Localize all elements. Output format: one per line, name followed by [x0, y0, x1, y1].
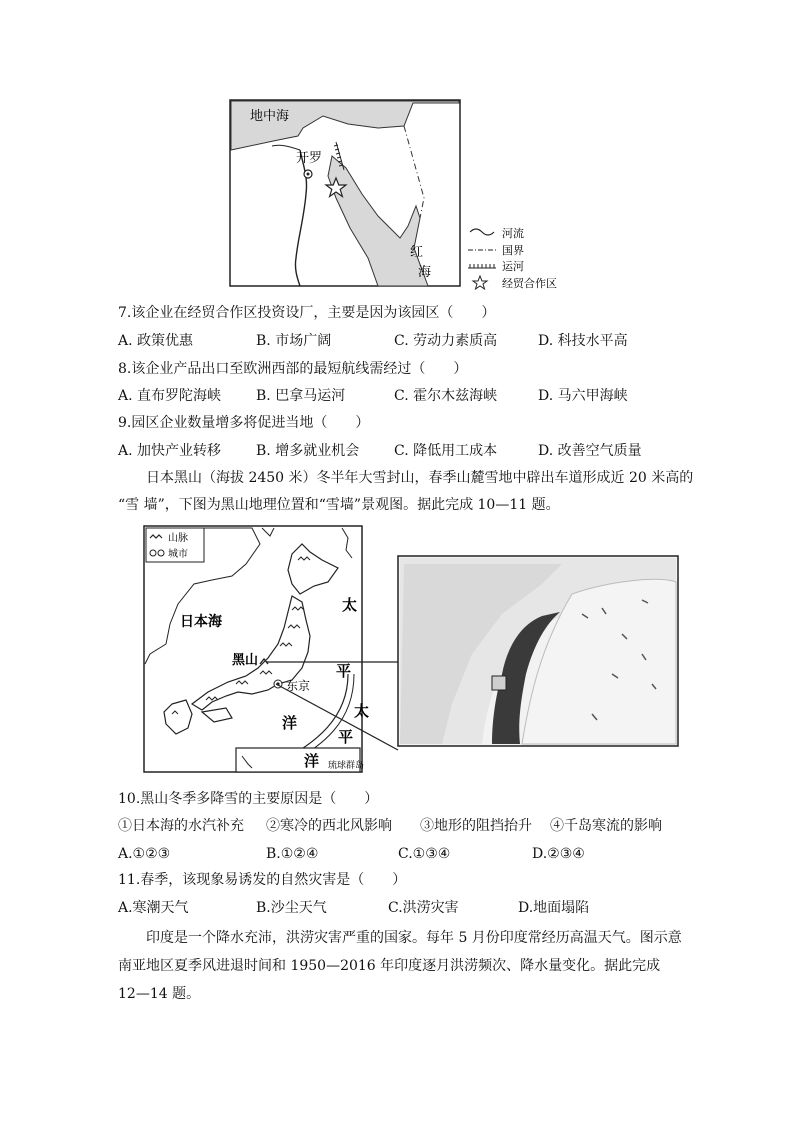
pacific-label-6: 洋: [304, 752, 320, 770]
q9-stem: 9.园区企业数量增多将促进当地（ ）: [118, 415, 370, 431]
q7-option-b[interactable]: B. 市场广阔: [256, 333, 332, 349]
q8-option-d[interactable]: D. 马六甲海峡: [538, 388, 628, 404]
q8-option-c[interactable]: C. 霍尔木兹海峡: [394, 388, 498, 404]
snow-wall-photo: [398, 556, 678, 746]
ryukyu-inset-label: 琉球群岛: [328, 761, 365, 771]
q8-stem: 8.该企业产品出口至欧洲西部的最短航线需经过（ ）: [118, 361, 468, 377]
legend-mountain-label: 山脉: [168, 533, 188, 544]
red-sea-label-2: 海: [418, 265, 432, 280]
q11-option-d[interactable]: D.地面塌陷: [518, 900, 590, 916]
q10-item-2: ②寒冷的西北风影响: [266, 818, 392, 834]
japan-map: [142, 524, 682, 776]
q11-option-c[interactable]: C.洪涝灾害: [388, 900, 459, 916]
legend-river-label: 河流: [502, 227, 524, 240]
q10-stem: 10.黑山冬季多降雪的主要原因是（ ）: [118, 791, 379, 807]
q10-item-4: ④千岛寒流的影响: [550, 818, 662, 834]
q10-item-3: ③地形的阻挡抬升: [420, 818, 532, 834]
q8-option-a[interactable]: A. 直布罗陀海峡: [118, 388, 222, 404]
pacific-label-1: 太: [342, 596, 358, 614]
passage2-line3: 12—14 题。: [118, 986, 201, 1002]
tokyo-label: 东京: [286, 679, 311, 693]
legend-zone-label: 经贸合作区: [502, 277, 557, 290]
star-icon: [473, 276, 487, 289]
red-sea-label-1: 红: [410, 245, 424, 260]
passage2-line1: 印度是一个降水充沛，洪涝灾害严重的国家。每年 5 月份印度常经历高温天气。图示意: [146, 930, 682, 946]
q11-option-a[interactable]: A.寒潮天气: [118, 900, 189, 916]
sea-of-japan-label: 日本海: [180, 614, 222, 630]
q9-option-d[interactable]: D. 改善空气质量: [538, 443, 642, 459]
q10-option-a[interactable]: A.①②③: [118, 846, 171, 862]
pacific-label-3: 洋: [282, 714, 298, 732]
q11-stem: 11.春季，该现象易诱发的自然灾害是（ ）: [118, 872, 407, 888]
passage1-line2: “雪 墙”，下图为黑山地理位置和“雪墙”景观图。据此完成 10—11 题。: [118, 497, 560, 513]
q10-option-b[interactable]: B.①②④: [266, 846, 319, 862]
canal-icon: [468, 264, 496, 268]
map1-legend: [468, 226, 557, 290]
river-icon: [470, 229, 494, 235]
kuroyama-label: 黑山: [232, 653, 259, 668]
pacific-label-4: 太: [354, 702, 370, 720]
pacific-label-5: 平: [338, 728, 354, 746]
q11-option-b[interactable]: B.沙尘天气: [256, 900, 327, 916]
q10-option-d[interactable]: D.②③④: [532, 846, 585, 862]
q9-option-a[interactable]: A. 加快产业转移: [118, 443, 222, 459]
pacific-label-2: 平: [336, 662, 352, 680]
q7-option-c[interactable]: C. 劳动力素质高: [394, 333, 498, 349]
legend-city-label: 城市: [168, 549, 188, 560]
q7-option-a[interactable]: A. 政策优惠: [118, 333, 194, 349]
passage2-line2: 南亚地区夏季风进退时间和 1950—2016 年印度逐月洪涝频次、降水量变化。据此完成: [118, 958, 661, 974]
egypt-map: [228, 98, 568, 290]
legend-border-label: 国界: [502, 244, 524, 257]
mediterranean-label: 地中海: [250, 109, 290, 124]
q10-item-1: ①日本海的水汽补充: [118, 818, 244, 834]
q9-option-b[interactable]: B. 增多就业机会: [256, 443, 360, 459]
passage1-line1: 日本黑山（海拔 2450 米）冬半年大雪封山，春季山麓雪地中辟出车道形成近 20 米高的: [146, 470, 694, 486]
q7-stem: 7.该企业在经贸合作区投资设厂，主要是因为该园区（ ）: [118, 305, 496, 321]
q9-option-c[interactable]: C. 降低用工成本: [394, 443, 498, 459]
q10-option-c[interactable]: C.①③④: [398, 846, 451, 862]
q7-option-d[interactable]: D. 科技水平高: [538, 333, 628, 349]
q8-option-b[interactable]: B. 巴拿马运河: [256, 388, 346, 404]
legend-canal-label: 运河: [502, 260, 524, 273]
cairo-label: 开罗: [296, 151, 323, 166]
